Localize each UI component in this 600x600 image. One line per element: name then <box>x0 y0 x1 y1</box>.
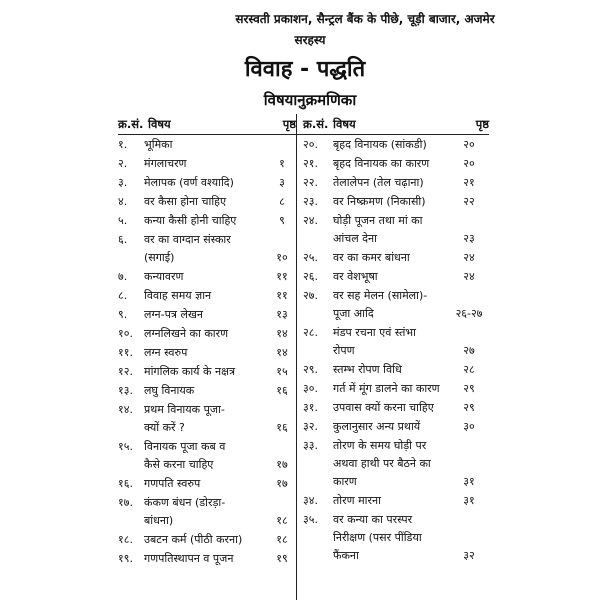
entry-subject: गणपतिस्थापन व पूजन <box>144 552 234 565</box>
entry-subject: मंगलाचरण <box>144 157 187 170</box>
header-subject: विषय <box>333 117 356 131</box>
entry-subject: गर्त में मूंग डालने का कारण <box>333 382 440 395</box>
entry-page: ८ <box>279 195 285 208</box>
toc-entry <box>297 155 489 173</box>
entry-number: १४. <box>118 403 133 416</box>
toc-entry <box>118 438 296 474</box>
entry-number: ५. <box>118 214 128 227</box>
entry-number: २८. <box>303 326 318 339</box>
entry-number: १५. <box>118 440 133 453</box>
toc-entry <box>118 382 296 400</box>
entry-subject: तोरण के समय घोड़ी पर अथवा हाथी पर बैठने का कारण <box>333 439 431 488</box>
entry-page: १४ <box>276 346 288 359</box>
entry-number: १७. <box>118 496 133 509</box>
toc-header <box>297 114 489 135</box>
publisher-line: सरस्वती प्रकाशन, सैन्ट्रल बैंक के पीछे, चूड़ी बाजार, अजमेर <box>235 12 495 26</box>
entry-subject: तोरण मारना <box>333 494 381 507</box>
entry-number: २६. <box>303 270 318 283</box>
toc-entry <box>297 212 489 248</box>
entry-number: १३. <box>118 384 133 397</box>
toc-entry <box>297 399 489 417</box>
entry-number: ३१. <box>303 401 318 414</box>
entry-page: ३ <box>279 176 285 189</box>
toc-entry <box>118 531 296 549</box>
entry-subject: कंकण बंधन (डोरड़ा- बांधना) <box>144 496 226 527</box>
toc-entry <box>297 249 489 267</box>
entry-number: ३५. <box>303 513 318 526</box>
entry-number: ३. <box>118 176 128 189</box>
entry-page: १ <box>279 157 285 170</box>
toc-entry <box>118 136 296 154</box>
entry-number: ३३. <box>303 439 318 452</box>
entry-subject: कुलानुसार अन्य प्रथायें <box>333 420 421 433</box>
entry-page: १६ <box>276 421 288 434</box>
toc-entry <box>297 136 489 154</box>
entry-subject: बृहद विनायक का कारण <box>333 157 430 170</box>
entry-number: १६. <box>118 477 133 490</box>
header-page: पृष्ठ <box>475 117 489 131</box>
entry-subject: वर कैसा होना चाहिए <box>144 195 227 208</box>
toc-entry <box>297 324 489 360</box>
entry-page: १७ <box>276 458 288 471</box>
entry-number: १२. <box>118 365 133 378</box>
toc-entry <box>118 174 296 192</box>
entry-subject: लग्न स्वरुप <box>144 346 188 359</box>
entry-subject: उबटन कर्म (पीठी करना) <box>144 533 243 546</box>
toc-entry <box>297 193 489 211</box>
entry-page: २० <box>463 138 475 151</box>
header-page: पृष्ठ <box>282 117 296 131</box>
toc-right-column <box>296 114 489 600</box>
entry-page: ११ <box>276 289 288 302</box>
toc-entry <box>118 325 296 343</box>
entry-page: ३० <box>463 420 475 433</box>
entry-subject: मांगलिक कार्य के नक्षत्र <box>144 365 236 378</box>
toc-entry <box>118 287 296 305</box>
toc-entry <box>118 155 296 173</box>
entry-subject: लग्नलिखने का कारण <box>144 327 229 340</box>
header-number: क्र.सं. <box>118 117 144 131</box>
entry-number: ३४. <box>303 494 318 507</box>
toc-entry <box>297 174 489 192</box>
entry-number: ४. <box>118 195 128 208</box>
entry-number: २. <box>118 157 128 170</box>
entry-page: २८ <box>463 363 475 376</box>
entry-number: २७. <box>303 289 318 302</box>
entry-number: ६. <box>118 233 128 246</box>
entry-subject: कन्यावरण <box>144 270 184 283</box>
toc-right-entries <box>297 136 489 565</box>
entry-number: २०. <box>303 138 318 151</box>
entry-number: २९. <box>303 363 318 376</box>
entry-page: १६ <box>276 384 288 397</box>
entry-page: २२ <box>463 195 475 208</box>
entry-number: ३०. <box>303 382 318 395</box>
entry-number: १८. <box>118 533 133 546</box>
toc-entry <box>118 212 296 230</box>
entry-number: १०. <box>118 327 133 340</box>
entry-page: २९ <box>463 401 475 414</box>
toc-entry <box>118 344 296 362</box>
series-label: सरहस्य <box>294 33 326 47</box>
toc-left-entries <box>118 136 296 568</box>
toc-entry <box>118 550 296 568</box>
entry-subject: उपवास क्यों करना चाहिए <box>333 401 434 414</box>
entry-page: १८ <box>276 514 288 527</box>
toc-entry <box>118 494 296 530</box>
entry-subject: वर वेशभूषा <box>333 270 378 283</box>
toc-entry <box>297 287 489 323</box>
entry-page: १० <box>276 251 288 264</box>
entry-subject: तेलालेपन (तेल चढ़ाना) <box>333 176 424 189</box>
entry-subject: लग्न-पत्र लेखन <box>144 308 204 321</box>
toc-entry <box>297 437 489 491</box>
entry-number: २३. <box>303 195 318 208</box>
entry-subject: भूमिका <box>144 138 173 151</box>
entry-subject: कन्या कैसी होनी चाहिए <box>144 214 237 227</box>
entry-page: ३१ <box>463 475 475 488</box>
toc-entry <box>118 306 296 324</box>
entry-page: २१ <box>463 176 475 189</box>
entry-number: १९. <box>118 552 133 565</box>
toc-entry <box>118 475 296 493</box>
document-title: विवाह - पद्धति <box>244 57 366 82</box>
entry-subject: वर सह मेलन (सामेला)- पूजा आदि <box>333 289 428 320</box>
toc-entry <box>297 492 489 510</box>
toc-entry <box>297 511 489 565</box>
entry-number: ९. <box>118 308 128 321</box>
entry-number: २४. <box>303 214 318 227</box>
entry-subject: वर कन्या का परस्पर निरीक्षण (पसर पींडिया फैंकना <box>333 513 422 562</box>
entry-page: १४ <box>276 327 288 340</box>
entry-number: १. <box>118 138 128 151</box>
entry-page: २० <box>463 157 475 170</box>
toc-entry <box>297 380 489 398</box>
entry-page: २६-२७ <box>455 307 483 320</box>
entry-subject: लघु विनायक <box>144 384 195 397</box>
entry-subject: विनायक पूजा कब व कैसे करना चाहिए <box>144 440 226 471</box>
entry-number: ७. <box>118 270 128 283</box>
entry-subject: बृहद विनायक (सांकडी) <box>333 138 427 151</box>
entry-subject: वर का वाग्दान संस्कार (सगाई) <box>144 233 231 264</box>
entry-page: २४ <box>463 251 475 264</box>
toc-entry <box>297 361 489 379</box>
entry-page: २४ <box>463 270 475 283</box>
entry-page: १७ <box>276 477 288 490</box>
entry-subject: वर का कमर बांधना <box>333 251 410 264</box>
entry-page: ११ <box>276 270 288 283</box>
entry-page: ९ <box>279 214 285 227</box>
entry-number: २१. <box>303 157 318 170</box>
toc-header <box>118 114 296 135</box>
entry-page: ३२ <box>463 549 475 562</box>
entry-number: ३२. <box>303 420 318 433</box>
entry-page: २३ <box>463 232 475 245</box>
entry-page: २९ <box>463 382 475 395</box>
entry-subject: घोड़ी पूजन तथा मां का आंचल देना <box>333 214 423 245</box>
header-subject: विषय <box>148 117 171 131</box>
entry-page: १८ <box>276 533 288 546</box>
entry-page: १९ <box>276 552 288 565</box>
entry-subject: गणपति स्वरुप <box>144 477 201 490</box>
entry-page: २७ <box>463 344 475 357</box>
entry-subject: स्तम्भ रोपण विधि <box>333 363 402 376</box>
toc-entry <box>118 193 296 211</box>
entry-page: १५ <box>276 365 288 378</box>
entry-subject: विवाह समय ज्ञान <box>144 289 212 302</box>
document-subtitle: विषयानुक्रमणिका <box>263 91 357 109</box>
entry-number: २५. <box>303 251 318 264</box>
entry-number: ११. <box>118 346 133 359</box>
entry-subject: प्रथम विनायक पूजा- क्यों करें ? <box>144 403 225 434</box>
header-number: क्र.सं. <box>303 117 329 131</box>
toc-left-column <box>118 114 296 600</box>
entry-subject: मेलापक (वर्ण वश्यादि) <box>144 176 234 189</box>
toc-entry <box>297 418 489 436</box>
entry-subject: वर निष्क्रमण (निकासी) <box>333 195 426 208</box>
entry-page: १३ <box>276 308 288 321</box>
entry-subject: मंडप रचना एवं स्तंभा रोपण <box>333 326 416 357</box>
toc-entry <box>118 401 296 437</box>
toc-entry <box>297 268 489 286</box>
entry-number: ८. <box>118 289 128 302</box>
toc-entry <box>118 268 296 286</box>
toc-entry <box>118 363 296 381</box>
entry-number: २२. <box>303 176 318 189</box>
toc-entry <box>118 231 296 267</box>
entry-page: ३१ <box>463 494 475 507</box>
